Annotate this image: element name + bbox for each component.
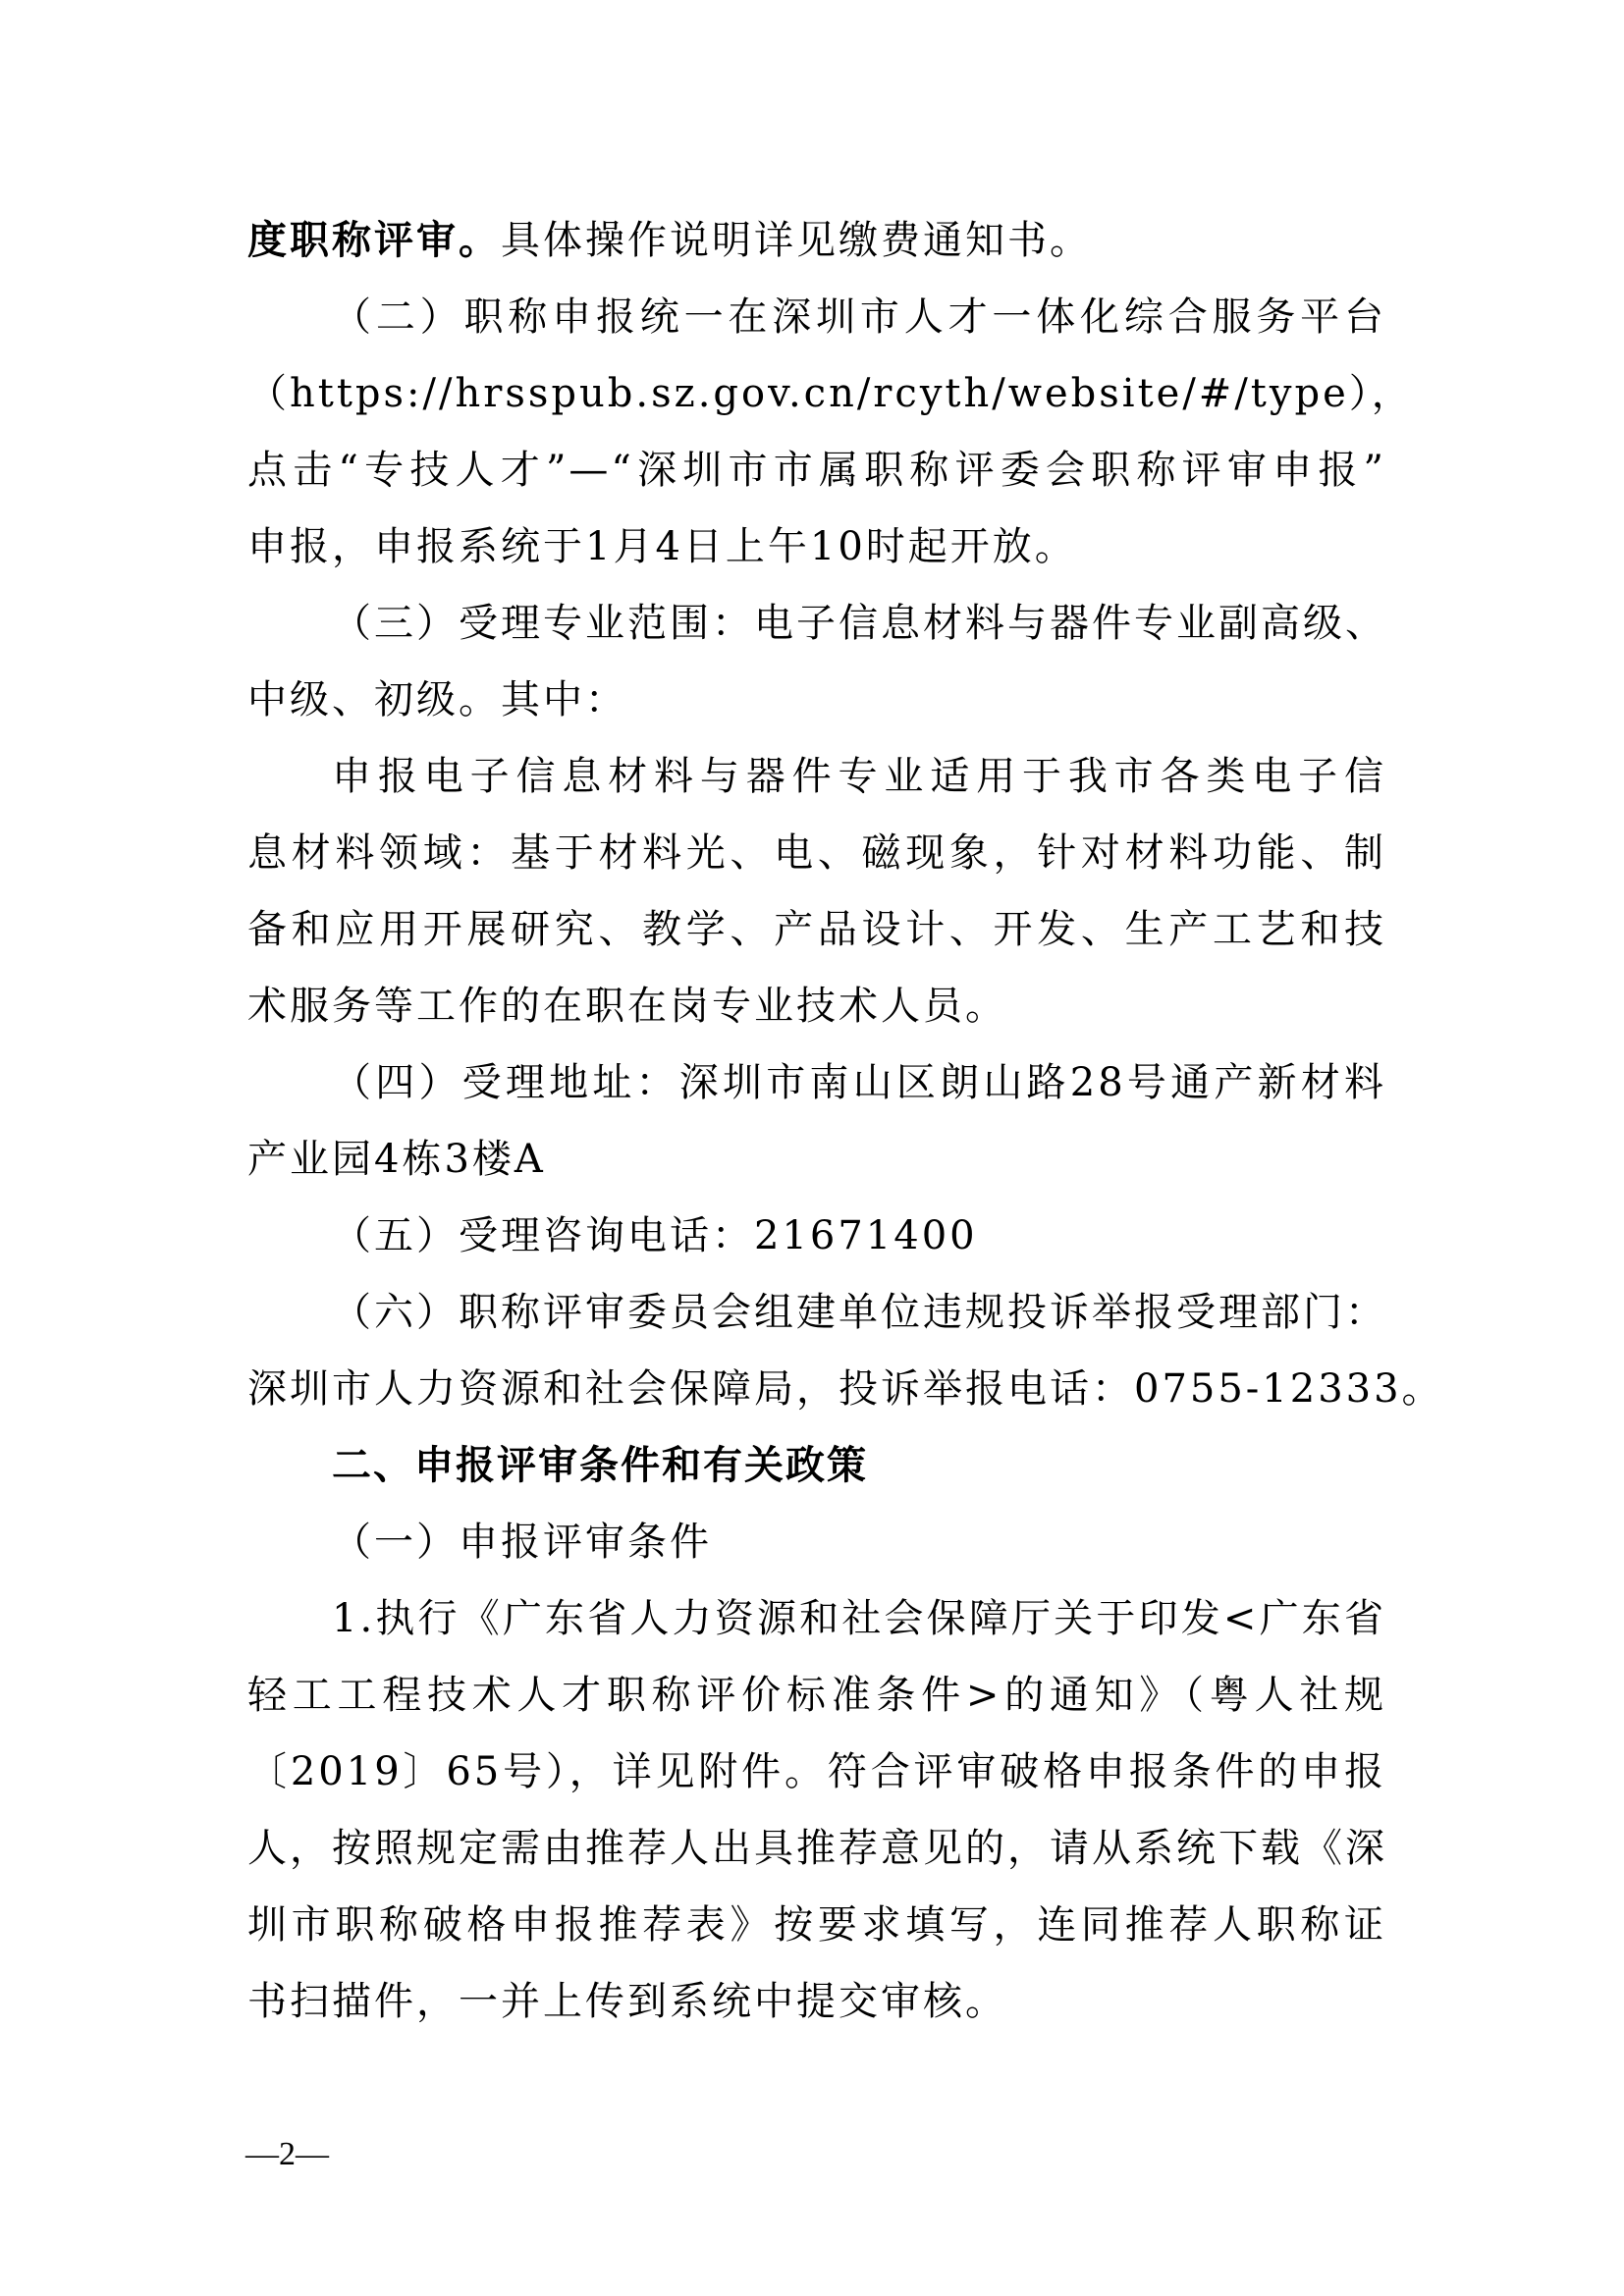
item-2-line-3: 点击“专技人才”—“深圳市市属职称评委会职称评审申报” <box>247 448 1386 493</box>
condition-1-line-3: 〔2019〕65号），详见附件。符合评审破格申报条件的申报 <box>247 1749 1386 1794</box>
item-4-line-1: （四）受理地址：深圳市南山区朗山路28号通产新材料 <box>332 1060 1386 1105</box>
item-2-line-4: 申报，申报系统于1月4日上午10时起开放。 <box>247 524 1077 569</box>
condition-1-line-4: 人，按照规定需由推荐人出具推荐意见的，请从系统下载《深 <box>247 1826 1387 1871</box>
item-3-line-1: （三）受理专业范围：电子信息材料与器件专业副高级、 <box>332 601 1387 646</box>
bold-text: 度职称评审。 <box>247 217 501 263</box>
item-6-line-1: （六）职称评审委员会组建单位违规投诉举报受理部门： <box>332 1290 1387 1335</box>
item-5-phone: （五）受理咨询电话：21671400 <box>332 1213 978 1258</box>
condition-1-line-2: 轻工工程技术人才职称评价标准条件>的通知》（粤人社规 <box>247 1673 1386 1718</box>
item-3-line-2: 中级、初级。其中： <box>247 677 627 722</box>
item-4-line-2: 产业园4栋3楼A <box>247 1137 546 1182</box>
condition-1-line-1: 1.执行《广东省人力资源和社会保障厅关于印发<广东省 <box>332 1596 1386 1641</box>
item-2-url-line: （https://hrsspub.sz.gov.cn/rcyth/website/#/type）， <box>247 371 1414 416</box>
condition-1-line-5: 圳市职称破格申报推荐表》按要求填写，连同推荐人职称证 <box>247 1902 1386 1948</box>
scope-paragraph-line-3: 备和应用开展研究、教学、产品设计、开发、生产工艺和技 <box>247 907 1386 952</box>
section-heading-2: 二、申报评审条件和有关政策 <box>332 1443 868 1488</box>
paragraph-line-continuation <box>247 213 1386 268</box>
item-2-line-1: （二）职称申报统一在深圳市人才一体化综合服务平台 <box>332 294 1386 340</box>
page-number: —2— <box>245 2136 329 2172</box>
scope-paragraph-line-1: 申报电子信息材料与器件专业适用于我市各类电子信 <box>332 754 1386 799</box>
condition-1-line-6: 书扫描件，一并上传到系统中提交审核。 <box>247 1979 1007 2024</box>
item-6-line-2: 深圳市人力资源和社会保障局，投诉举报电话：0755-12333。 <box>247 1366 1444 1412</box>
subsection-heading-1: （一）申报评审条件 <box>332 1520 712 1565</box>
scope-paragraph-line-4: 术服务等工作的在职在岗专业技术人员。 <box>247 984 1007 1029</box>
line-text: 具体操作说明详见缴费通知书。 <box>501 218 1092 263</box>
scope-paragraph-line-2: 息材料领域：基于材料光、电、磁现象，针对材料功能、制 <box>247 830 1386 876</box>
